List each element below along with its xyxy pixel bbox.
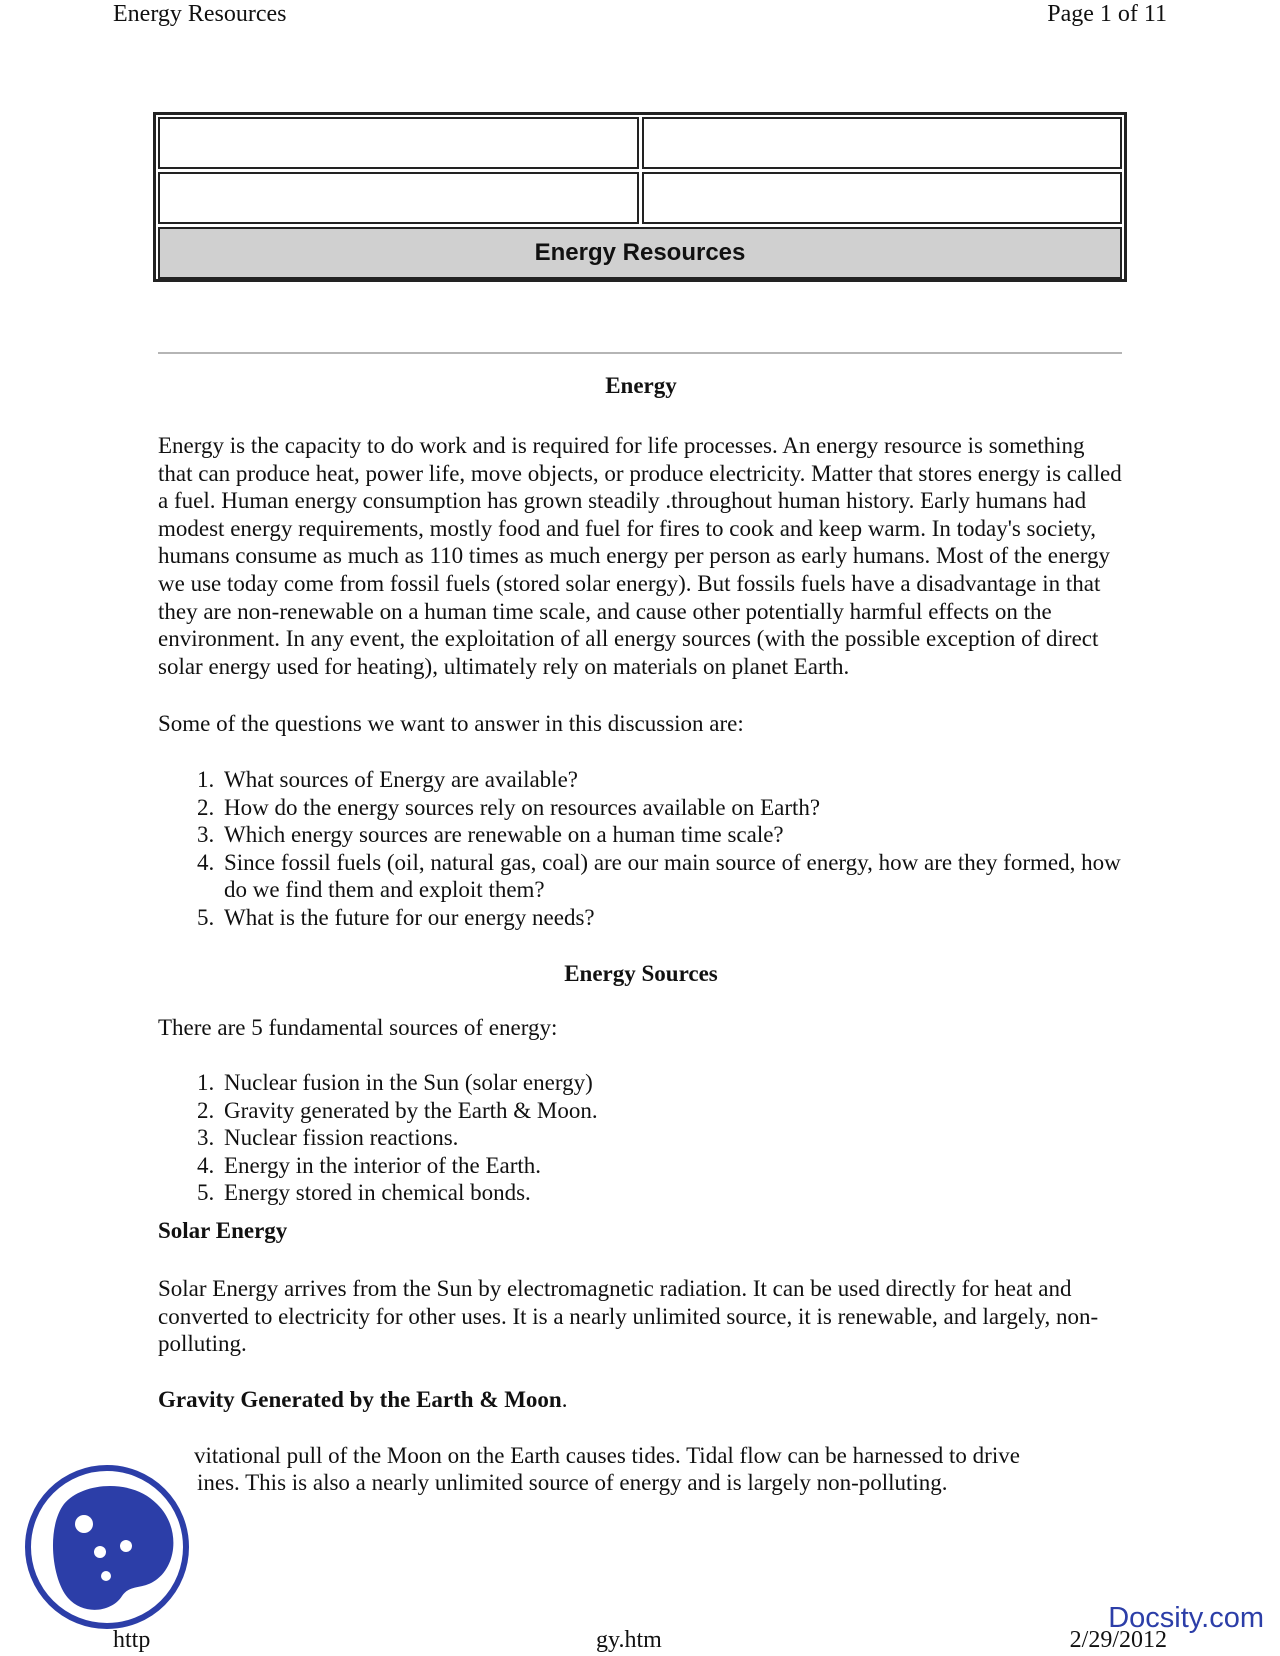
questions-intro: Some of the questions we want to answer in this discussion are: [158,711,744,737]
heading-energy: Energy [605,373,677,398]
intro-paragraph: Energy is the capacity to do work and is required for life processes. An energy resource is something that can produce heat, power life, move objects, or produce electricity. Matter that stores energy is called a fuel. Human energy consumption has grown steadily .throughout human history. Early humans had modest energy requirements, mostly food and fuel for fires to cook and keep warm. In today's society, humans consume as much as 110 times as much energy per person as early humans. Most of the energy we use today come from fossil fuels (stored solar energy). But fossils fuels have a disadvantage in that they are non-renewable on a human time scale, and cause other potentially harmful effects on the environment. In any event, the exploitation of all energy sources (with the possible exception of direct solar energy used for heating), ultimately rely on materials on planet Earth. [158,433,1122,679]
horizontal-rule [158,352,1122,354]
list-item: 4. Energy in the interior of the Earth. [220,1152,1124,1180]
docsity-logo-icon [22,1464,192,1630]
list-item: 5. Energy stored in chemical bonds. [220,1179,1124,1207]
footer-url-middle: gy.htm [596,1627,662,1653]
list-item: 3. Nuclear fission reactions. [220,1124,1124,1152]
title-table-cell [158,172,639,224]
footer-url-left: http [113,1627,151,1653]
list-item: 1. What sources of Energy are available? [220,766,1124,794]
footer-date: 2/29/2012 [1069,1627,1167,1653]
gravity-paragraph [158,1442,1124,1497]
docsity-watermark: Docsity.com [1108,1602,1264,1634]
heading-gravity-text: Gravity Generated by the Earth & Moon [158,1386,562,1412]
title-table [153,112,1127,282]
solar-paragraph: Solar Energy arrives from the Sun by electromagnetic radiation. It can be used directly for heat and converted to electricity for other uses. It is a nearly unlimited source, it is renewable, and largely, non-polluting. [158,1276,1099,1357]
gravity-line-1: vitational pull of the Moon on the Earth causes tides. Tidal flow can be harnessed to drive [194,1442,1020,1468]
sources-list [158,1069,1124,1207]
heading-gravity-period: . [561,1386,568,1412]
questions-list [158,766,1124,932]
list-item: 3. Which energy sources are renewable on a human time scale? [220,821,1124,849]
running-header-title: Energy Resources [113,1,287,27]
running-header-page: Page 1 of 11 [1047,1,1167,27]
list-item: 2. How do the energy sources rely on resources available on Earth? [220,794,1124,822]
sources-intro: There are 5 fundamental sources of energy: [158,1014,558,1040]
list-item: 2. Gravity generated by the Earth & Moon. [220,1097,1124,1125]
list-item: 5. What is the future for our energy needs? [220,904,1124,932]
gravity-line-2: ines. This is also a nearly unlimited source of energy and is largely non-polluting. [197,1470,948,1496]
heading-gravity [158,1386,1124,1414]
title-table-cell [642,117,1123,169]
document-title: Energy Resources [158,227,1122,279]
title-table-cell [642,172,1123,224]
list-item: 4. Since fossil fuels (oil, natural gas, coal) are our main source of energy, how are they formed, how do we find them and exploit them? [220,849,1124,904]
heading-solar-energy: Solar Energy [158,1218,288,1244]
title-table-cell [158,117,639,169]
heading-energy-sources: Energy Sources [564,960,718,986]
list-item: 1. Nuclear fusion in the Sun (solar energy) [220,1069,1124,1097]
document-body [158,372,1124,1497]
